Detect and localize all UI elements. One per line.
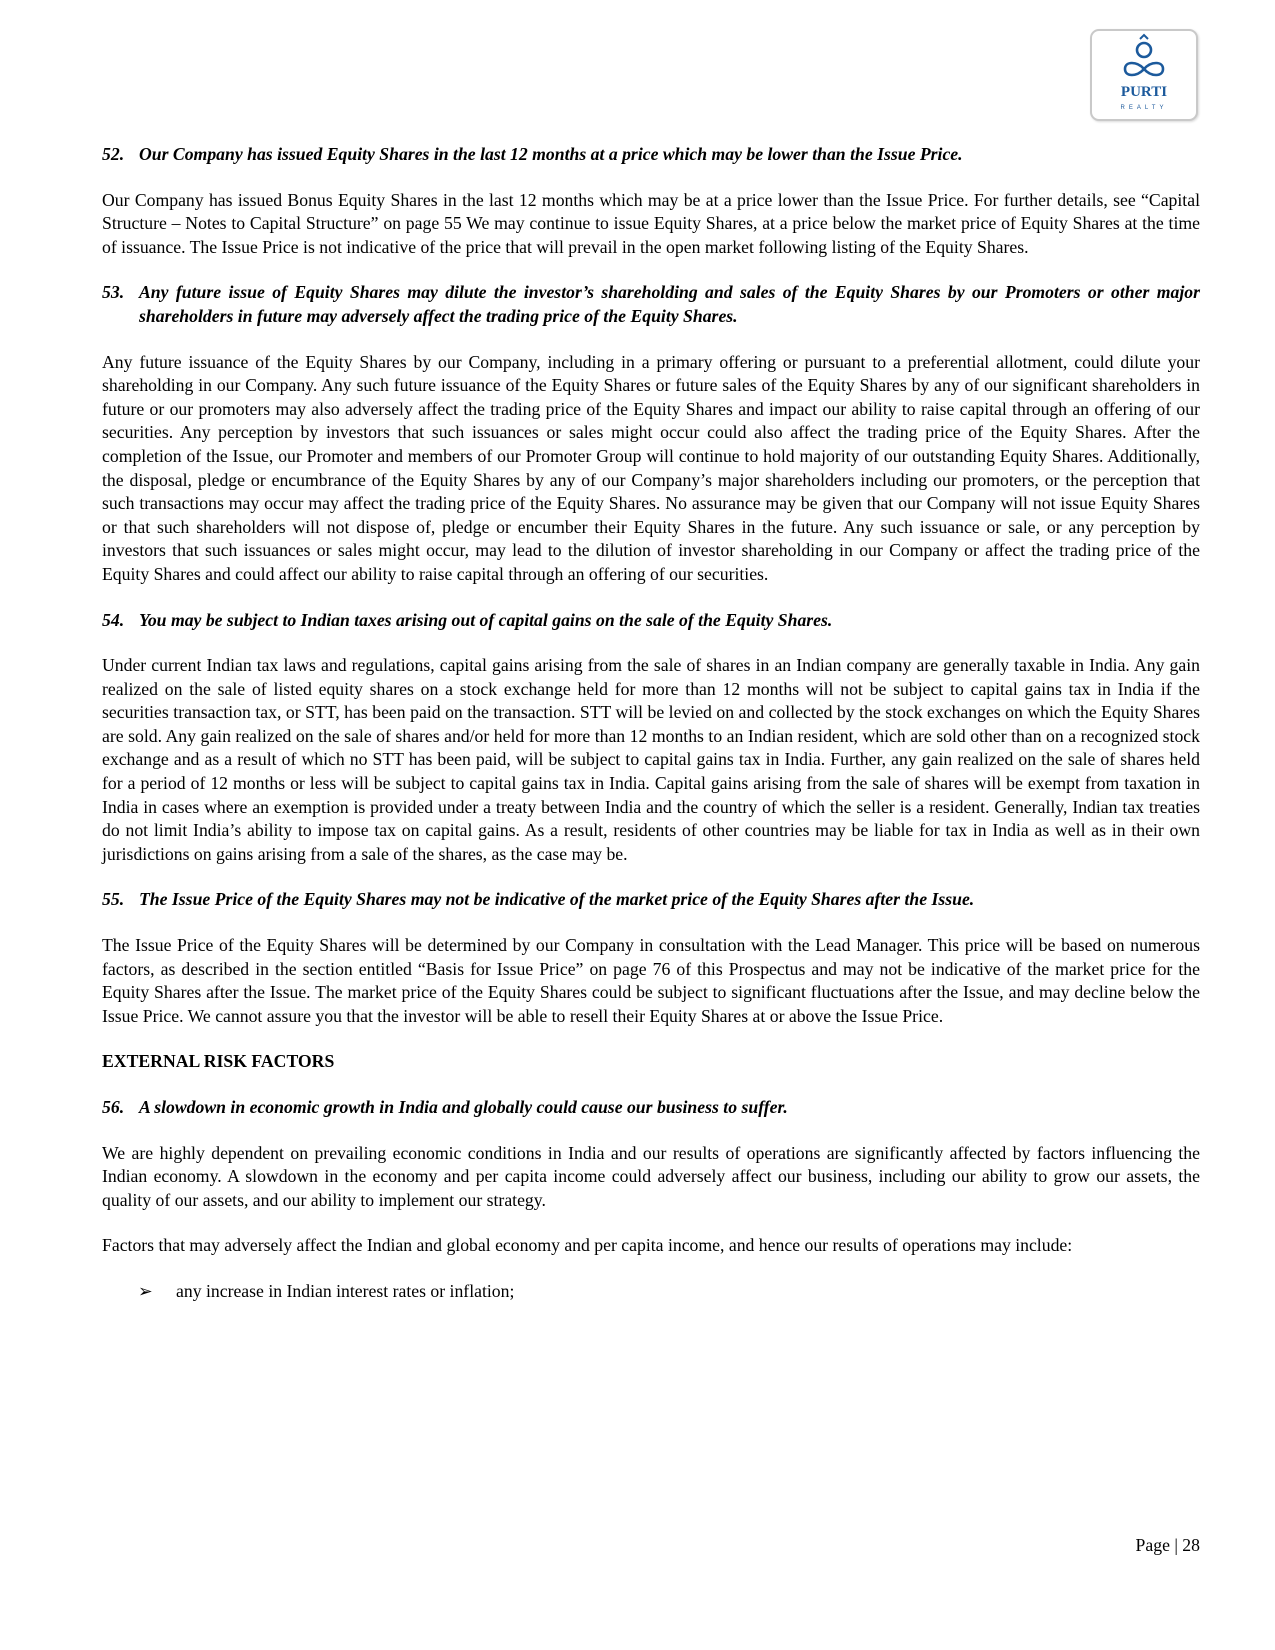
risk-paragraph-53: Any future issuance of the Equity Shares by our Company, including in a primary offering or pursuant to a preferential allotment, could dilute your shareholding in our Company. Any such future issuance of the Equity Shares or future sales of the Equity Shares by any of our significant shareholders in future or our promoters may also adversely affect the trading price of the Equity Shares and impact our ability to raise capital through an offering of our securities. Any perception by investors that such issuances or sales might occur could also affect the trading price of the Equity Shares. After the completion of the Issue, our Promoter and members of our Promoter Group will continue to hold majority of our outstanding Equity Shares. Additionally, the disposal, pledge or encumbrance of the Equity Shares by any of our Company’s major shareholders including our promoters, or the perception that such transactions may occur may affect the trading price of the Equity Shares. No assurance may be given that our Company will not issue Equity Shares or that such shareholders will not dispose of, pledge or encumber their Equity Shares in the future. Any such issuance or sale, or any perception by investors that such issuances or sales might occur, may lead to the dilution of investor shareholding in our Company or affect the trading price of the Equity Shares and could affect our ability to raise capital through an offering of our securities.	[102, 351, 1200, 584]
section-title-external-risk-factors: EXTERNAL RISK FACTORS	[102, 1051, 335, 1072]
heading-text: The Issue Price of the Equity Shares may not be indicative of the market price of the Equity Shares after the Issue.	[139, 889, 975, 910]
heading-number: 56.	[102, 1097, 125, 1117]
heading-number: 54.	[102, 609, 125, 630]
heading-text: Any future issue of Equity Shares may dilute the investor’s shareholding and sales of the Equity Shares by our Promoters or other major shareholders in future may adversely affect the trading price of the Equity Shares.	[139, 282, 1200, 326]
risk-heading-54	[102, 609, 1200, 633]
risk-paragraph-56-b: Factors that may adversely affect the Indian and global economy and per capita income, and hence our results of operations may include:	[102, 1235, 1073, 1256]
heading-text: A slowdown in economic growth in India and globally could cause our business to suffer.	[139, 1097, 788, 1117]
risk-paragraph-55: The Issue Price of the Equity Shares will be determined by our Company in consultation with the Lead Manager. This price will be based on numerous factors, as described in the section entitled “Basis for Issue Price” on page 76 of this Prospectus and may not be indicative of the market price for the Equity Shares after the Issue. The market price of the Equity Shares could be subject to significant fluctuations after the Issue, and may decline below the Issue Price. We cannot assure you that the investor will be able to resell their Equity Shares at or above the Issue Price.	[102, 935, 1200, 1026]
document-body	[102, 143, 1200, 1326]
list-item-text: any increase in Indian interest rates or inflation;	[176, 1280, 515, 1301]
heading-text: Our Company has issued Equity Shares in the last 12 months at a price which may be lower than the Issue Price.	[139, 144, 963, 164]
page-number: Page | 28	[1135, 1535, 1200, 1555]
risk-paragraph-54: Under current Indian tax laws and regulations, capital gains arising from the sale of shares in an Indian company are generally taxable in India. Any gain realized on the sale of listed equity shares on a stock exchange held for more than 12 months will not be subject to capital gains tax in India if the securities transaction tax, or STT, has been paid on the transaction. STT will be levied on and collected by the stock exchanges on which the Equity Shares are sold. Any gain realized on the sale of shares and/or held for more than 12 months to an Indian resident, which are sold other than on a recognized stock exchange and as a result of which no STT has been paid, will be subject to capital gains tax in India. Further, any gain realized on the sale of shares held for a period of 12 months or less will be subject to capital gains tax in India. Capital gains arising from the sale of shares will be exempt from taxation in India in cases where an exemption is provided under a treaty between India and the country of which the seller is a resident. Generally, Indian tax treaties do not limit India’s ability to impose tax on capital gains. As a result, residents of other countries may be liable for tax in India as well as in their own jurisdictions on gains arising from a sale of the shares, as the case may be.	[102, 655, 1200, 864]
purti-realty-logo	[1090, 29, 1198, 121]
heading-number: 52.	[102, 144, 125, 164]
arrow-bullet-icon: ➢	[138, 1280, 153, 1301]
heading-text: You may be subject to Indian taxes arising out of capital gains on the sale of the Equity Shares.	[139, 609, 833, 630]
heading-number: 53.	[102, 282, 125, 303]
heading-number: 55.	[102, 889, 125, 910]
purti-logo-emblem-icon	[1092, 31, 1196, 119]
risk-heading-53	[102, 281, 1200, 328]
list-item	[138, 1280, 1200, 1304]
logo-tagline: REALTY	[1120, 105, 1168, 111]
risk-paragraph-52: Our Company has issued Bonus Equity Shares in the last 12 months which may be at a price lower than the Issue Price. For further details, see “Capital Structure – Notes to Capital Structure” on page 55 We may continue to issue Equity Shares, at a price below the market price of Equity Shares at the time of issuance. The Issue Price is not indicative of the price that will prevail in the open market following listing of the Equity Shares.	[102, 189, 1200, 257]
logo-name: PURTI	[1120, 84, 1168, 100]
risk-heading-56	[102, 1096, 1200, 1120]
risk-heading-55	[102, 888, 1200, 912]
risk-heading-52	[102, 143, 1200, 167]
risk-paragraph-56-a: We are highly dependent on prevailing economic conditions in India and our results of operations are significantly affected by factors influencing the Indian economy. A slowdown in the economy and per capita income could adversely affect our business, including our ability to grow our assets, the quality of our assets, and our ability to implement our strategy.	[102, 1142, 1200, 1210]
